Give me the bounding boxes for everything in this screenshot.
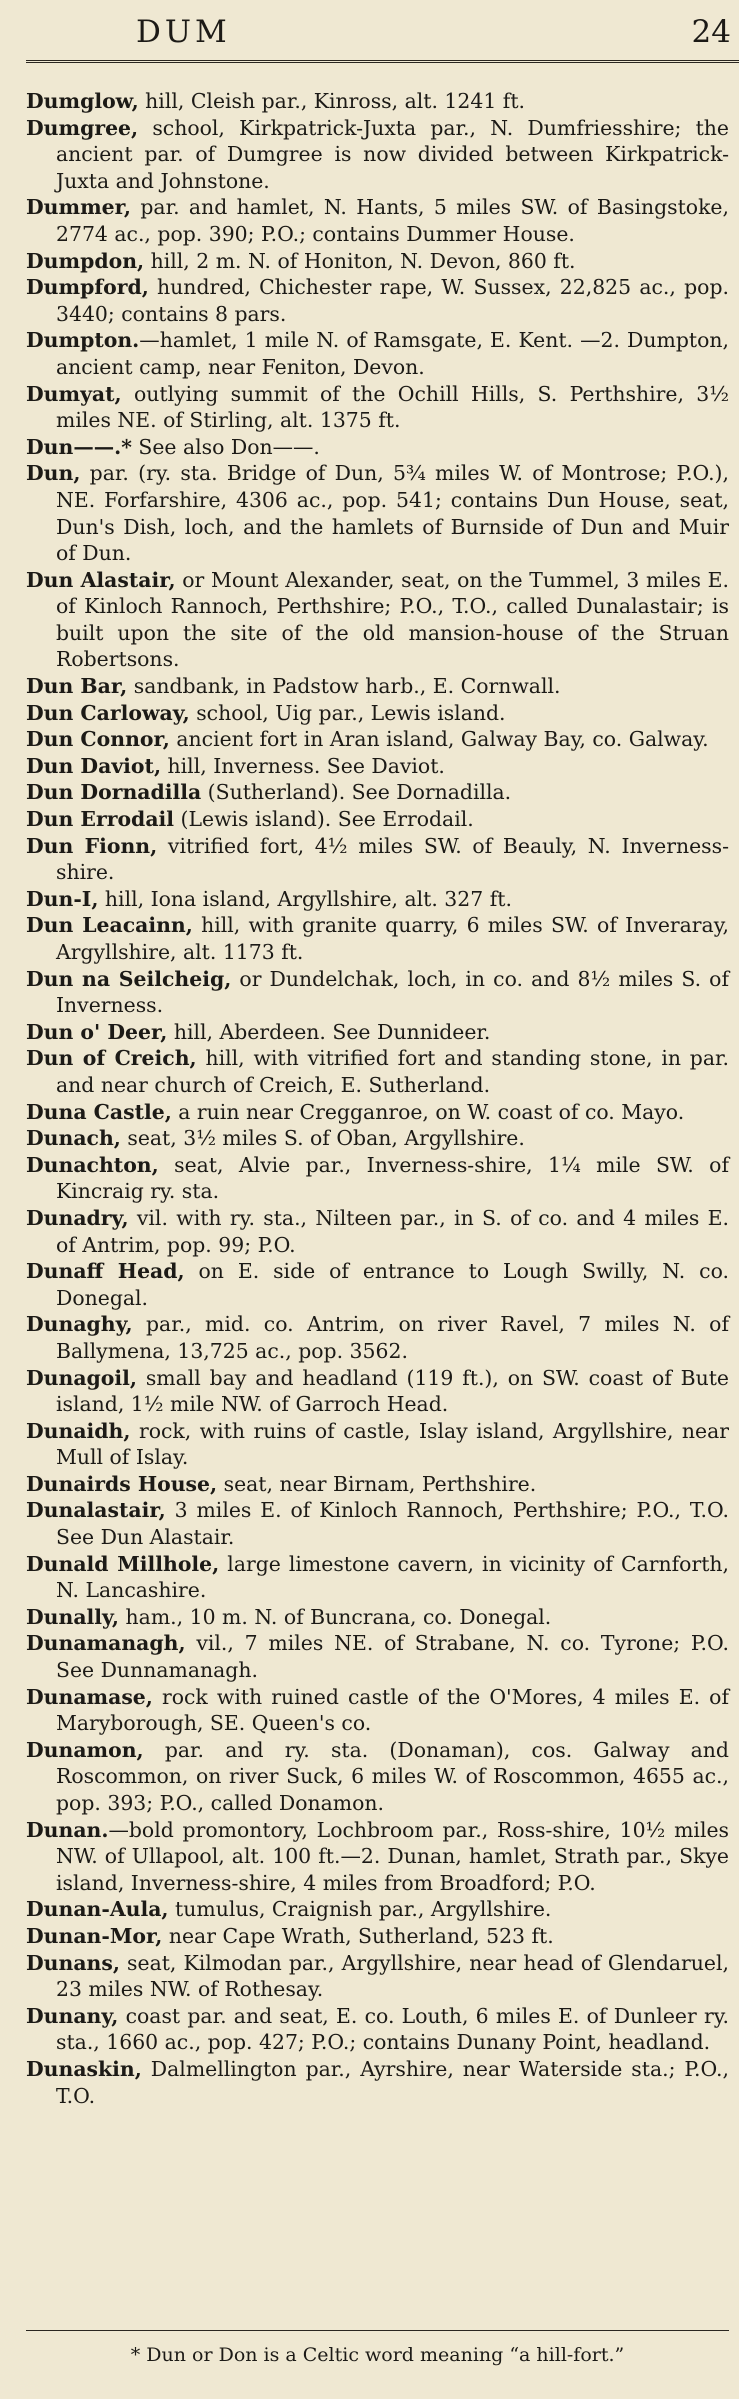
gazetteer-entry [26,327,729,380]
entry-headword: Dun Daviot, [26,753,162,778]
gazetteer-entry [26,806,729,833]
gazetteer-entry [26,912,729,965]
gazetteer-entry [26,1125,729,1152]
entry-headword: Dunaghy, [26,1312,133,1337]
entry-headword: Dunamase, [26,1684,153,1709]
gazetteer-entry [26,726,729,753]
gazetteer-entry [26,700,729,727]
entry-headword: Dun Alastair, [26,567,176,592]
entry-headword: Dunaskin, [26,2056,142,2081]
gazetteer-entry [26,274,729,327]
entry-description: See also Don——. [131,434,320,459]
entry-headword: Dun Fionn, [26,833,158,858]
entry-headword: Dumglow, [26,89,139,113]
entry-description: outlying summit of the Ochill Hills, S. Perthshire, 3½ miles NE. of Stirling, alt. 1375 ft. [56,381,729,433]
entry-headword: Dumyat, [26,381,122,406]
entry-description: vil., 7 miles NE. of Strabane, N. co. Tyrone; P.O. See Dunnamanagh. [56,1631,729,1683]
entry-description: tumulus, Craignish par., Argyllshire. [168,1897,552,1922]
gazetteer-entry [26,753,729,780]
entry-description: par. and hamlet, N. Hants, 5 miles SW. of Basingstoke, 2774 ac., pop. 390; P.O.; contains Dummer House. [56,195,729,246]
entry-headword: Dunaff Head, [26,1259,185,1284]
entry-description: (Sutherland). See Dornadilla. [201,780,512,805]
entry-headword: Dunally, [26,1604,120,1629]
gazetteer-entry [26,194,729,247]
gazetteer-entry [26,1923,729,1950]
entry-description: rock, with ruins of castle, Islay island, Argyllshire, near Mull of Islay. [56,1418,729,1470]
entry-headword: Duna Castle, [26,1099,172,1124]
gazetteer-entry [26,460,729,566]
entry-description: seat, Kilmodan par., Argyllshire, near head of Glendaruel, 23 miles NW. of Rothesay. [56,1950,729,2002]
entry-description: ancient fort in Aran island, Galway Bay, co. Galway. [169,727,709,752]
entry-description: on E. side of entrance to Lough Swilly, N. co. Donegal. [56,1259,729,1310]
entry-description: near Cape Wrath, Sutherland, 523 ft. [162,1923,554,1948]
entry-description: school, Uig par., Lewis island. [189,700,506,725]
gazetteer-entry [26,1019,729,1046]
entry-headword: Dun——.* [26,434,132,459]
entry-description: coast par. and seat, E. co. Louth, 6 miles E. of Dunleer ry. sta., 1660 ac., pop. 427; P.O.; contains Dunany Point, headland. [56,2003,729,2055]
entry-description: par., mid. co. Antrim, on river Ravel, 7 miles N. of Ballymena, 13,725 ac., pop. 3562. [56,1312,729,1363]
gazetteer-entry [26,1471,729,1498]
gazetteer-entry [26,1497,729,1550]
gazetteer-entry [26,1099,729,1126]
gazetteer-entry [26,886,729,913]
gazetteer-entry [26,779,729,806]
page-number: 24 [691,14,731,50]
entry-description: —hamlet, 1 mile N. of Ramsgate, E. Kent. —2. Dumpton, ancient camp, near Feniton, Devon. [56,328,729,379]
entry-description: hill, Inverness. See Daviot. [161,753,445,778]
entry-description: school, Kirkpatrick-Juxta par., N. Dumfriesshire; the ancient par. of Dumgree is now divided between Kirkpatrick-Juxta and Johnstone. [56,115,729,193]
entry-description: hill, Aberdeen. See Dunnideer. [167,1019,491,1044]
gazetteer-entry [26,673,729,700]
entry-description: hill, with granite quarry, 6 miles SW. of Inveraray, Argyllshire, alt. 1173 ft. [56,913,729,964]
entry-description: 3 miles E. of Kinloch Rannoch, Perthshire; P.O., T.O. See Dun Alastair. [56,1498,729,1550]
entry-headword: Dumpton. [26,328,140,353]
entry-description: sandbank, in Padstow harb., E. Cornwall. [127,674,561,699]
gazetteer-entry [26,1737,729,1817]
running-head: DUM [136,14,231,50]
gazetteer-entry [26,833,729,886]
entry-headword: Dunan. [26,1817,109,1842]
entry-headword: Dun, [26,461,81,486]
entry-description: vitrified fort, 4½ miles SW. of Beauly, N. Inverness-shire. [56,833,730,885]
entry-headword: Dunagoil, [26,1365,137,1390]
gazetteer-entry [26,1950,729,2003]
gazetteer-entry [26,1896,729,1923]
entry-description: seat, Alvie par., Inverness-shire, 1¼ mile SW. of Kincraig ry. sta. [56,1152,729,1204]
entry-headword: Dunachton, [26,1152,159,1177]
entry-headword: Dunany, [26,2003,119,2028]
entry-description: rock with ruined castle of the O'Mores, 4 miles E. of Maryborough, SE. Queen's co. [56,1684,729,1736]
entry-description: small bay and headland (119 ft.), on SW. coast of Bute island, 1½ mile NW. of Garroch Head. [56,1365,729,1417]
entry-description: hill, Cleish par., Kinross, alt. 1241 ft. [138,89,526,113]
gazetteer-entry [26,248,729,275]
entry-description: Dalmellington par., Ayrshire, near Waterside sta.; P.O., T.O. [56,2056,729,2108]
entry-description: hill, with vitrified fort and standing stone, in par. and near church of Creich, E. Sutherland. [56,1046,729,1097]
gazetteer-entry [26,1258,729,1311]
entry-headword: Dunairds House, [26,1471,218,1496]
gazetteer-entry [26,966,729,1019]
entry-description: large limestone cavern, in vicinity of Carnforth, N. Lancashire. [56,1551,729,1603]
entry-headword: Dunaidh, [26,1418,131,1443]
entry-headword: Dunach, [26,1126,121,1151]
gazetteer-entry [26,2056,729,2109]
entry-description: seat, 3½ miles S. of Oban, Argyllshire. [120,1126,525,1151]
entry-headword: Dumgree, [26,115,139,140]
footnote-rule [26,2330,729,2331]
gazetteer-entry [26,1551,729,1604]
entry-headword: Dunan-Mor, [26,1923,163,1948]
entry-headword: Dunalastair, [26,1498,166,1523]
entry-headword: Dumpford, [26,275,149,300]
gazetteer-entry [26,567,729,673]
entry-description: or Mount Alexander, seat, on the Tummel, 3 miles E. of Kinloch Rannoch, Perthshire; P.O., T.O., called Dunalastair; is built upon the site of the old mansion-house of the Struan Robertsons. [56,567,729,672]
entry-headword: Dumpdon, [26,248,145,273]
entry-description: a ruin near Cregganroe, on W. coast of co. Mayo. [171,1099,685,1124]
gazetteer-entry [26,88,729,115]
entry-headword: Dun o' Deer, [26,1019,168,1044]
entry-headword: Dun na Seilcheig, [26,966,232,991]
gazetteer-entry [26,1045,729,1098]
entry-description: par. and ry. sta. (Donaman), cos. Galway and Roscommon, on river Suck, 6 miles W. of Roscommon, 4655 ac., pop. 393; P.O., called Donamon. [56,1737,729,1815]
entry-headword: Dun Carloway, [26,700,190,725]
entry-headword: Dunan-Aula, [26,1897,169,1922]
gazetteer-entry [26,1365,729,1418]
entry-description: —bold promontory, Lochbroom par., Ross-shire, 10½ miles NW. of Ullapool, alt. 100 ft.—2. Dunan, hamlet, Strath par., Skye island, Inverness-shire, 4 miles from Broadford; P.O. [56,1817,729,1895]
entry-description: hill, 2 m. N. of Honiton, N. Devon, 860 ft. [144,248,576,273]
page-header [26,0,731,54]
gazetteer-entry [26,1684,729,1737]
gazetteer-entry [26,381,729,434]
gazetteer-entry [26,1152,729,1205]
header-rule [26,60,739,63]
entry-description: seat, near Birnam, Perthshire. [217,1471,537,1496]
entry-headword: Dunamon, [26,1737,144,1762]
gazetteer-entry [26,115,729,195]
entry-description: or Dundelchak, loch, in co. and 8½ miles S. of Inverness. [56,966,730,1018]
gazetteer-entry [26,1418,729,1471]
entry-headword: Dunamanagh, [26,1631,186,1656]
entry-description: vil. with ry. sta., Nilteen par., in S. of co. and 4 miles E. of Antrim, pop. 99; P.O. [56,1205,729,1257]
gazetteer-entry [26,1311,729,1364]
entry-headword: Dun Dornadilla [26,780,202,805]
gazetteer-entry [26,2003,729,2056]
gazetteer-entry [26,1817,729,1897]
entry-headword: Dun Errodail [26,807,175,832]
entry-headword: Dun Connor, [26,727,170,752]
gazetteer-entry [26,1630,729,1683]
gazetteer-entries [26,88,729,2109]
entry-headword: Dunald Millhole, [26,1551,220,1576]
gazetteer-entry [26,1604,729,1631]
entry-headword: Dummer, [26,195,131,220]
entry-headword: Dun Bar, [26,674,128,699]
entry-headword: Dunans, [26,1950,120,1975]
entry-description: hundred, Chichester rape, W. Sussex, 22,825 ac., pop. 3440; contains 8 pars. [56,275,729,326]
gazetteer-entry [26,434,729,461]
entry-description: (Lewis island). See Errodail. [174,807,474,832]
entry-description: hill, Iona island, Argyllshire, alt. 327 ft. [98,886,512,911]
entry-description: ham., 10 m. N. of Buncrana, co. Donegal. [119,1604,552,1629]
entry-headword: Dun Leacainn, [26,913,193,938]
gazetteer-entry [26,1205,729,1258]
entry-headword: Dun-I, [26,886,99,911]
footnote: * Dun or Don is a Celtic word meaning “a hill-fort.” [130,2344,625,2366]
entry-headword: Dun of Creich, [26,1046,197,1071]
entry-headword: Dunadry, [26,1205,129,1230]
entry-description: par. (ry. sta. Bridge of Dun, 5¾ miles W. of Montrose; P.O.), NE. Forfarshire, 4306 ac., pop. 541; contains Dun House, seat, Dun's Dish, loch, and the hamlets of Burnside of Dun and Muir of Dun. [56,461,729,566]
